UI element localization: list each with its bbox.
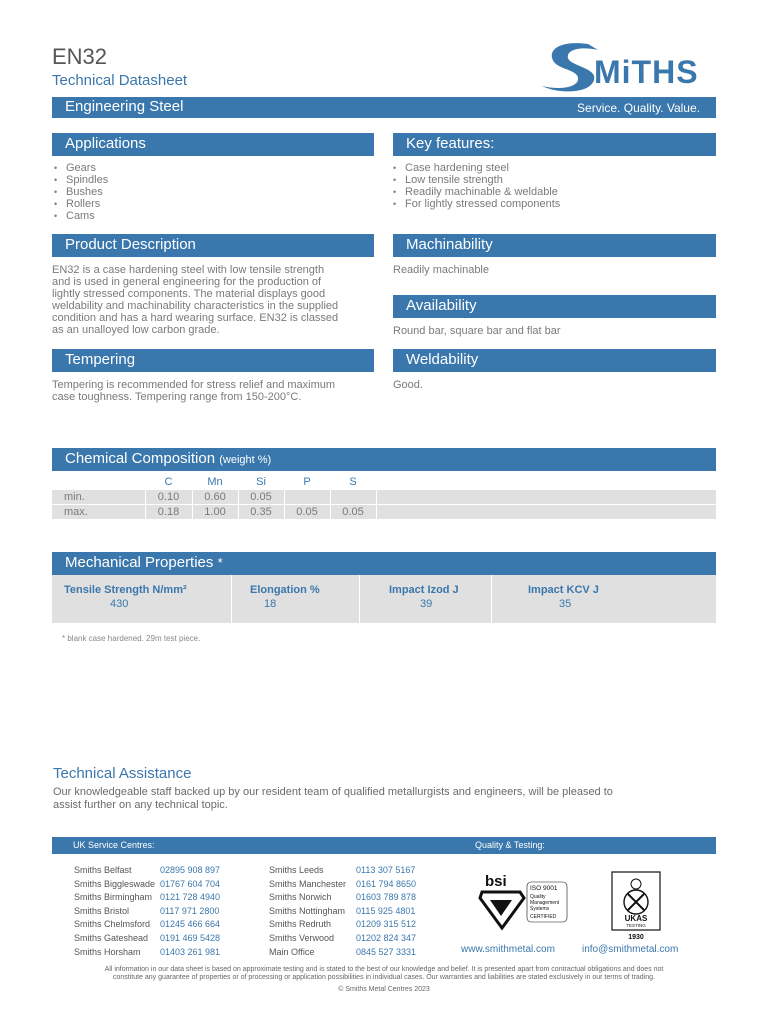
office-phone[interactable]: 0113 307 5167	[356, 865, 416, 875]
email-link[interactable]: info@smithmetal.com	[582, 944, 679, 955]
tagline: Service. Quality. Value.	[577, 101, 700, 115]
chem-cell: 0.05	[250, 491, 272, 503]
svg-text:1930: 1930	[628, 934, 644, 940]
office-phone[interactable]: 0845 527 3331	[356, 946, 417, 957]
chem-row-label: min.	[64, 491, 85, 503]
mech-kcv	[492, 575, 716, 623]
key-features-list	[391, 162, 711, 210]
office-name: Smiths Redruth	[269, 919, 332, 930]
list-item: • Readily machinable & weldable	[391, 186, 711, 198]
tempering-text	[52, 379, 382, 403]
chem-cell: 1.00	[204, 506, 226, 518]
chem-col-header: Mn	[207, 476, 223, 488]
office-name: Smiths Manchester	[269, 878, 347, 889]
list-item: • Cams	[52, 210, 352, 222]
office-name: Smiths Nottingham	[269, 905, 346, 916]
document-subtitle: Technical Datasheet	[52, 72, 188, 89]
text-line: EN32 is a case hardening steel with low tensile strength	[52, 264, 325, 276]
office-name: Smiths Belfast	[74, 865, 132, 875]
mech-tensile	[52, 575, 232, 623]
text-line: lightly stressed components. The material displays good	[52, 288, 326, 300]
quality-testing-heading: Quality & Testing:	[475, 840, 545, 850]
text-line: weldability and machinability characteristics in the supplied	[52, 300, 339, 312]
chem-col-header: Si	[256, 476, 266, 488]
text-line: and is used in general engineering for the production of	[52, 276, 322, 288]
smiths-logo	[540, 40, 718, 96]
office-phone[interactable]: 01403 261 981	[160, 946, 221, 957]
svg-text:ISO 9001: ISO 9001	[530, 885, 558, 892]
text-line: as an unalloyed low carbon grade.	[52, 324, 220, 336]
chemical-heading-label: Chemical Composition	[65, 450, 216, 467]
svg-text:CERTIFIED: CERTIFIED	[530, 914, 557, 920]
disclaimer-line: constitute any guarantee of properties or of processing or application possibilities in individual cases. Our warranties and liabilities are stated exclusively in our terms of trading.	[112, 974, 655, 981]
mech-label: Impact Izod J	[389, 584, 459, 596]
chem-cell	[330, 490, 376, 504]
chem-cell: 0.18	[157, 506, 180, 518]
chem-col-header: C	[164, 476, 173, 488]
office-name: Main Office	[269, 946, 315, 957]
mech-elongation	[232, 575, 360, 623]
mech-izod	[360, 575, 492, 623]
ukas-testing-mark	[610, 870, 662, 940]
smiths-logo-graphic	[540, 40, 718, 96]
mech-label: Impact KCV J	[528, 584, 599, 596]
website-link[interactable]: www.smithmetal.com	[461, 944, 555, 955]
office-phone[interactable]: 02895 908 897	[160, 865, 221, 875]
availability-text: Round bar, square bar and flat bar	[393, 325, 561, 337]
product-description-text	[52, 264, 382, 336]
mech-value: 35	[559, 598, 572, 610]
svg-text:Management: Management	[530, 900, 560, 906]
mechanical-properties-heading	[52, 552, 716, 575]
office-phone[interactable]: 01767 604 704	[160, 878, 221, 889]
chem-col-header: P	[303, 476, 311, 488]
table-row	[52, 505, 716, 519]
office-phone[interactable]: 01202 824 347	[356, 933, 417, 943]
office-name: Smiths Gateshead	[74, 933, 149, 943]
applications-heading: Applications	[52, 133, 374, 156]
chem-cell: 0.05	[342, 506, 364, 518]
list-item: • Case hardening steel	[391, 162, 711, 174]
disclaimer	[40, 966, 728, 982]
machinability-text: Readily machinable	[393, 264, 489, 276]
office-name: Smiths Leeds	[269, 865, 324, 875]
office-phone[interactable]: 0191 469 5428	[160, 933, 221, 943]
product-title: EN32	[52, 44, 108, 69]
text-line: Tempering is recommended for stress relief and maximum	[52, 379, 336, 391]
office-phone[interactable]: 0117 971 2800	[160, 905, 220, 916]
bsi-certification-mark	[472, 870, 572, 932]
mechanical-heading-asterisk: *	[217, 555, 223, 570]
office-name: Smiths Biggleswade	[74, 878, 156, 889]
text-line: assist further on any technical topic.	[53, 799, 228, 811]
mechanical-heading-label: Mechanical Properties	[65, 554, 214, 571]
weldability-text: Good.	[393, 379, 423, 391]
disclaimer-line: All information in our data sheet is based on approximate testing and is stated to the best of our knowledge and belief. It is presented apart from contractual obligations and does not	[104, 966, 664, 973]
svg-text:MiTHS: MiTHS	[594, 54, 699, 90]
ukas-crown-icon	[610, 870, 662, 940]
list-item: • Spindles	[52, 174, 352, 186]
list-item: • Gears	[52, 162, 352, 174]
office-phone[interactable]: 0121 728 4940	[160, 892, 221, 903]
svg-text:UKAS: UKAS	[624, 914, 648, 923]
chemical-header-row	[52, 475, 716, 489]
copyright: © Smiths Metal Centres 2023	[338, 986, 430, 993]
office-phone[interactable]: 0161 794 8650	[356, 878, 417, 889]
mech-value: 430	[110, 598, 129, 610]
mechanical-properties-band	[52, 575, 716, 623]
offices-left	[74, 864, 234, 960]
office-name: Smiths Horsham	[74, 946, 141, 957]
mech-value: 39	[420, 598, 433, 610]
chem-col-header: S	[349, 476, 357, 488]
list-item: • For lightly stressed components	[391, 198, 711, 210]
chem-cell: 0.05	[296, 506, 318, 518]
product-description-heading: Product Description	[52, 234, 374, 257]
technical-assistance-text	[53, 786, 723, 812]
office-phone[interactable]: 01245 466 664	[160, 919, 221, 930]
text-line: Our knowledgeable staff backed up by our resident team of qualified metallurgists and engineers, will be pleased to	[53, 786, 613, 798]
offices-right	[269, 864, 429, 960]
chemical-heading-suffix: (weight %)	[219, 454, 272, 466]
office-name: Smiths Norwich	[269, 892, 332, 903]
office-phone[interactable]: 01209 315 512	[356, 919, 417, 930]
svg-text:Systems: Systems	[530, 906, 550, 912]
service-centres-heading: UK Service Centres:	[73, 840, 155, 850]
footer-bar	[52, 837, 716, 854]
office-phone[interactable]: 0115 925 4801	[356, 905, 416, 916]
applications-list	[52, 162, 352, 222]
text-line: case toughness. Tempering range from 150-200°C.	[52, 391, 302, 403]
list-item: • Bushes	[52, 186, 352, 198]
table-row	[52, 490, 716, 504]
list-item: • Low tensile strength	[391, 174, 711, 186]
mech-label: Tensile Strength N/mm²	[64, 584, 187, 596]
list-item: • Rollers	[52, 198, 352, 210]
chem-cell: 0.35	[250, 506, 272, 518]
key-features-heading: Key features:	[393, 133, 716, 156]
bsi-kitemark-icon	[472, 870, 572, 932]
chem-row-label: max.	[64, 506, 88, 518]
svg-text:bsi: bsi	[485, 873, 507, 890]
office-phone[interactable]: 01603 789 878	[356, 892, 417, 903]
weldability-heading: Weldability	[393, 349, 716, 372]
mechanical-footnote: * blank case hardened. 29m test piece.	[62, 634, 201, 643]
chemical-composition-heading	[52, 448, 716, 471]
office-name: Smiths Bristol	[74, 905, 130, 916]
category-bar	[52, 97, 716, 118]
office-name: Smiths Birmingham	[74, 892, 153, 903]
category-label: Engineering Steel	[65, 98, 184, 115]
text-line: condition and has a hard wearing surface. EN32 is classed	[52, 312, 339, 324]
tempering-heading: Tempering	[52, 349, 374, 372]
svg-text:Quality: Quality	[530, 894, 546, 900]
mech-value: 18	[264, 598, 277, 610]
svg-text:TESTING: TESTING	[626, 923, 646, 928]
chem-cell: 0.10	[157, 491, 180, 503]
availability-heading: Availability	[393, 295, 716, 318]
machinability-heading: Machinability	[393, 234, 716, 257]
office-name: Smiths Verwood	[269, 933, 335, 943]
chem-cell: 0.60	[204, 491, 226, 503]
technical-assistance-heading: Technical Assistance	[53, 765, 192, 782]
office-name: Smiths Chelmsford	[74, 919, 151, 930]
mech-label: Elongation %	[250, 584, 320, 596]
chem-cell	[284, 490, 330, 504]
